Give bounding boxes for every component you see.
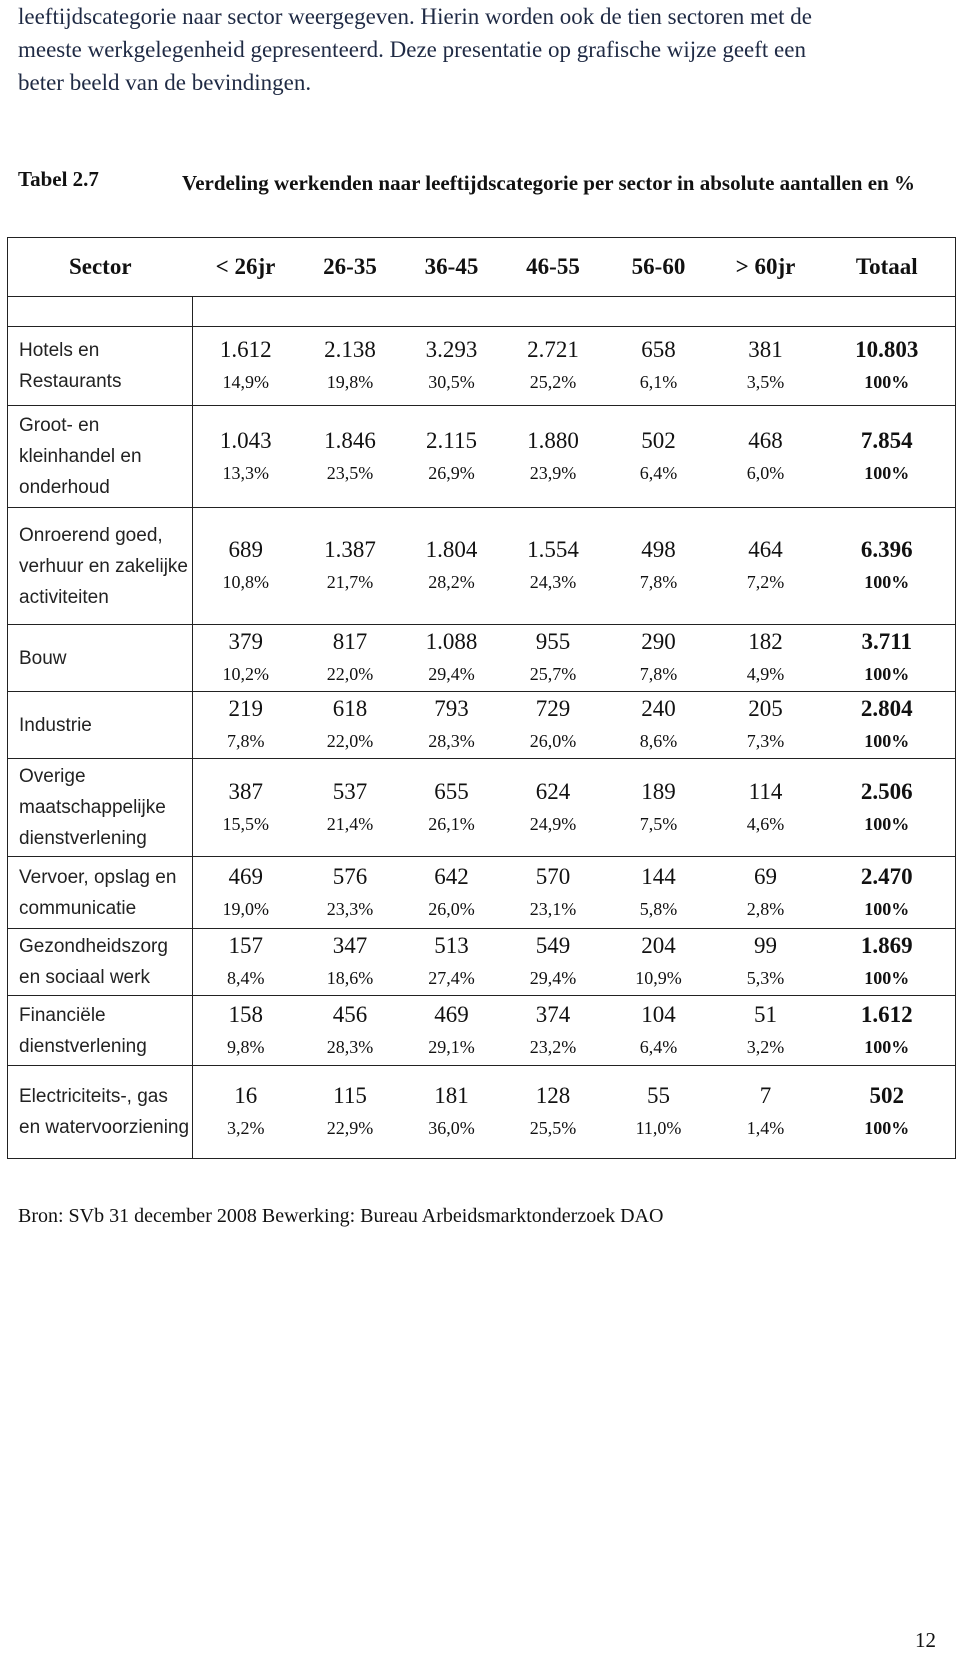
value-cell xyxy=(502,857,605,929)
absolute-count: 290 xyxy=(641,629,676,654)
value-cell xyxy=(299,406,402,508)
sector-name-cell: Financiële dienstverlening xyxy=(8,996,193,1066)
value-cell xyxy=(502,759,605,857)
total-count: 6.396 xyxy=(860,537,913,562)
value-cell xyxy=(502,406,605,508)
absolute-count: 381 xyxy=(748,337,783,362)
percentage: 23,3% xyxy=(326,898,374,919)
value-cell xyxy=(502,508,605,625)
header-cell: 46-55 xyxy=(502,238,605,297)
percentage: 21,4% xyxy=(326,813,374,834)
percentage: 26,0% xyxy=(428,898,475,919)
absolute-count: 240 xyxy=(641,696,676,721)
value-cell xyxy=(713,406,819,508)
absolute-count: 2.115 xyxy=(426,427,477,453)
value-cell xyxy=(605,625,713,692)
percentage: 23,9% xyxy=(529,462,577,483)
absolute-count: 955 xyxy=(535,629,571,654)
value-cell xyxy=(193,759,299,857)
total-count: 1.612 xyxy=(860,1001,913,1027)
percentage: 3,2% xyxy=(227,1118,265,1138)
percentage: 25,7% xyxy=(529,664,577,684)
header-cell: Sector xyxy=(8,238,193,297)
value-cell xyxy=(193,327,299,406)
percentage: 7,8% xyxy=(227,731,265,751)
total-percentage: 100% xyxy=(864,372,910,392)
total-percentage: 100% xyxy=(864,731,910,751)
absolute-count: 513 xyxy=(434,933,469,958)
value-cell xyxy=(502,1066,605,1159)
percentage: 11,0% xyxy=(635,1118,682,1138)
percentage: 30,5% xyxy=(428,372,475,392)
value-cell xyxy=(713,1066,819,1159)
absolute-count: 104 xyxy=(641,1001,676,1027)
header-cell: > 60jr xyxy=(713,238,819,297)
value-cell xyxy=(299,857,402,929)
absolute-count: 69 xyxy=(754,863,777,889)
total-count: 2.470 xyxy=(860,863,913,889)
percentage: 10,9% xyxy=(635,968,682,988)
absolute-count: 549 xyxy=(535,933,571,958)
absolute-count: 570 xyxy=(535,863,571,889)
absolute-count: 219 xyxy=(228,696,263,721)
percentage: 7,8% xyxy=(639,664,678,684)
percentage: 6,1% xyxy=(639,372,678,392)
absolute-count: 99 xyxy=(754,933,777,958)
absolute-count: 16 xyxy=(234,1083,258,1108)
total-count: 2.804 xyxy=(860,696,913,721)
value-cell xyxy=(713,929,819,996)
value-cell xyxy=(193,1066,299,1159)
value-cell xyxy=(193,508,299,625)
total-cell xyxy=(819,1066,956,1159)
total-count: 3.711 xyxy=(861,629,912,654)
value-cell xyxy=(713,625,819,692)
percentage: 6,0% xyxy=(746,462,785,483)
percentage: 6,4% xyxy=(639,462,678,483)
percentage: 9,8% xyxy=(227,1036,265,1057)
absolute-count: 1.612 xyxy=(219,337,272,362)
sector-name-cell: Electriciteits-, gas en watervoorziening xyxy=(8,1066,193,1159)
absolute-count: 158 xyxy=(228,1001,263,1027)
value-cell xyxy=(502,996,605,1066)
absolute-count: 379 xyxy=(228,629,263,654)
total-cell xyxy=(819,692,956,759)
absolute-count: 464 xyxy=(748,537,783,562)
value-cell xyxy=(605,1066,713,1159)
value-cell xyxy=(402,929,502,996)
table-row xyxy=(8,857,956,929)
percentage: 14,9% xyxy=(222,372,269,392)
absolute-count: 729 xyxy=(535,696,571,721)
total-count: 10.803 xyxy=(855,337,919,362)
percentage: 3,2% xyxy=(746,1036,785,1057)
value-cell xyxy=(713,996,819,1066)
absolute-count: 469 xyxy=(434,1001,469,1027)
total-percentage: 100% xyxy=(864,1036,910,1057)
absolute-count: 347 xyxy=(332,933,368,958)
percentage: 29,1% xyxy=(428,1036,475,1057)
absolute-count: 374 xyxy=(535,1001,571,1027)
percentage: 22,9% xyxy=(326,1118,374,1138)
absolute-count: 817 xyxy=(332,629,368,654)
value-cell xyxy=(299,508,402,625)
absolute-count: 115 xyxy=(333,1083,367,1108)
percentage: 26,0% xyxy=(529,731,577,751)
percentage: 25,2% xyxy=(529,372,577,392)
absolute-count: 498 xyxy=(641,537,676,562)
value-cell xyxy=(605,692,713,759)
percentage: 1,4% xyxy=(746,1118,785,1138)
percentage: 8,6% xyxy=(639,731,678,751)
percentage: 19,0% xyxy=(222,898,269,919)
table-row xyxy=(8,327,956,406)
percentage: 24,3% xyxy=(529,572,577,592)
table-row xyxy=(8,1066,956,1159)
total-percentage: 100% xyxy=(864,572,910,592)
absolute-count: 689 xyxy=(228,537,263,562)
percentage: 7,2% xyxy=(746,572,785,592)
absolute-count: 128 xyxy=(535,1083,571,1108)
percentage: 7,8% xyxy=(639,572,678,592)
table-row xyxy=(8,508,956,625)
percentage: 24,9% xyxy=(529,813,577,834)
table-row xyxy=(8,996,956,1066)
percentage: 28,3% xyxy=(326,1036,374,1057)
absolute-count: 793 xyxy=(434,696,469,721)
absolute-count: 502 xyxy=(641,427,676,453)
percentage: 8,4% xyxy=(227,968,265,988)
percentage: 26,1% xyxy=(428,813,475,834)
total-cell xyxy=(819,508,956,625)
percentage: 4,9% xyxy=(746,664,785,684)
intro-line: meeste werkgelegenheid gepresenteerd. Deze presentatie op grafische wijze geeft een xyxy=(18,37,806,62)
total-cell xyxy=(819,327,956,406)
table-caption-title: Verdeling werkenden naar leeftijdscategorie per sector in absolute aantallen en % xyxy=(182,171,915,195)
percentage: 29,4% xyxy=(529,968,577,988)
table-row xyxy=(8,692,956,759)
value-cell xyxy=(193,996,299,1066)
value-cell xyxy=(605,406,713,508)
total-count: 502 xyxy=(869,1083,904,1108)
absolute-count: 205 xyxy=(748,696,783,721)
value-cell xyxy=(502,929,605,996)
absolute-count: 469 xyxy=(228,863,263,889)
value-cell xyxy=(605,929,713,996)
percentage: 10,8% xyxy=(222,572,269,592)
header-cell: 56-60 xyxy=(605,238,713,297)
total-cell xyxy=(819,996,956,1066)
absolute-count: 182 xyxy=(748,629,783,654)
value-cell xyxy=(713,508,819,625)
total-percentage: 100% xyxy=(864,462,910,483)
percentage: 27,4% xyxy=(428,968,475,988)
absolute-count: 1.846 xyxy=(324,427,376,453)
percentage: 23,1% xyxy=(529,898,577,919)
absolute-count: 1.554 xyxy=(527,537,579,562)
value-cell xyxy=(502,327,605,406)
total-cell xyxy=(819,625,956,692)
total-cell xyxy=(819,406,956,508)
value-cell xyxy=(605,759,713,857)
absolute-count: 624 xyxy=(535,778,571,804)
header-cell: < 26jr xyxy=(193,238,299,297)
absolute-count: 51 xyxy=(754,1001,777,1027)
absolute-count: 1.043 xyxy=(219,427,272,453)
value-cell xyxy=(299,327,402,406)
table-caption-label: Tabel 2.7 xyxy=(18,167,99,191)
total-cell xyxy=(819,857,956,929)
value-cell xyxy=(193,406,299,508)
value-cell xyxy=(299,929,402,996)
sector-name-cell: Bouw xyxy=(8,625,193,692)
absolute-count: 658 xyxy=(641,337,676,362)
absolute-count: 1.088 xyxy=(425,629,478,654)
percentage: 5,8% xyxy=(639,898,678,919)
intro-line: beter beeld van de bevindingen. xyxy=(18,70,312,95)
absolute-count: 1.804 xyxy=(425,537,478,562)
percentage: 4,6% xyxy=(746,813,785,834)
percentage: 28,3% xyxy=(428,731,475,751)
age-distribution-table xyxy=(7,237,956,1159)
value-cell xyxy=(605,327,713,406)
absolute-count: 181 xyxy=(434,1083,469,1108)
table-row xyxy=(8,759,956,857)
sector-name-cell: Groot- en kleinhandel en onderhoud xyxy=(8,406,193,508)
absolute-count: 1.880 xyxy=(527,427,579,453)
page-number: 12 xyxy=(915,1628,936,1652)
value-cell xyxy=(402,327,502,406)
sector-name-cell: Industrie xyxy=(8,692,193,759)
percentage: 22,0% xyxy=(326,731,374,751)
total-percentage: 100% xyxy=(864,664,910,684)
header-spacer-row xyxy=(8,297,956,327)
table-row xyxy=(8,406,956,508)
percentage: 10,2% xyxy=(222,664,269,684)
absolute-count: 2.138 xyxy=(324,337,376,362)
sector-name-cell: Overige maatschappelijke dienstverlening xyxy=(8,759,193,857)
value-cell xyxy=(605,857,713,929)
value-cell xyxy=(299,996,402,1066)
value-cell xyxy=(193,692,299,759)
absolute-count: 576 xyxy=(332,863,368,889)
percentage: 36,0% xyxy=(428,1118,475,1138)
total-count: 7.854 xyxy=(860,427,913,453)
value-cell xyxy=(193,857,299,929)
percentage: 21,7% xyxy=(326,572,374,592)
header-cell: 26-35 xyxy=(299,238,402,297)
percentage: 23,2% xyxy=(529,1036,577,1057)
absolute-count: 2.721 xyxy=(527,337,579,362)
source-note: Bron: SVb 31 december 2008 Bewerking: Bureau Arbeidsmarktonderzoek DAO xyxy=(18,1205,664,1227)
value-cell xyxy=(713,759,819,857)
value-cell xyxy=(402,508,502,625)
percentage: 3,5% xyxy=(746,372,785,392)
absolute-count: 387 xyxy=(228,778,263,804)
value-cell xyxy=(402,692,502,759)
percentage: 2,8% xyxy=(746,898,785,919)
header-cell: Totaal xyxy=(819,238,956,297)
absolute-count: 144 xyxy=(641,863,676,889)
absolute-count: 3.293 xyxy=(425,337,478,362)
value-cell xyxy=(402,996,502,1066)
absolute-count: 537 xyxy=(332,778,368,804)
value-cell xyxy=(605,996,713,1066)
absolute-count: 456 xyxy=(332,1001,368,1027)
absolute-count: 1.387 xyxy=(324,537,376,562)
absolute-count: 7 xyxy=(759,1083,772,1108)
percentage: 26,9% xyxy=(428,462,475,483)
table-header-row xyxy=(8,238,956,297)
intro-line: leeftijdscategorie naar sector weergegeven. Hierin worden ook de tien sectoren met de xyxy=(18,4,813,29)
percentage: 5,3% xyxy=(746,968,785,988)
absolute-count: 157 xyxy=(228,933,263,958)
value-cell xyxy=(605,508,713,625)
percentage: 7,3% xyxy=(746,731,785,751)
value-cell xyxy=(402,759,502,857)
sector-name-cell: Hotels en Restaurants xyxy=(8,327,193,406)
percentage: 29,4% xyxy=(428,664,475,684)
absolute-count: 55 xyxy=(647,1083,670,1108)
value-cell xyxy=(402,625,502,692)
percentage: 19,8% xyxy=(326,372,374,392)
total-count: 2.506 xyxy=(860,778,913,804)
absolute-count: 114 xyxy=(748,778,783,804)
table-row xyxy=(8,625,956,692)
sector-name-cell: Onroerend goed, verhuur en zakelijke activiteiten xyxy=(8,508,193,625)
header-cell: 36-45 xyxy=(402,238,502,297)
total-percentage: 100% xyxy=(864,898,910,919)
total-cell xyxy=(819,759,956,857)
table-row xyxy=(8,929,956,996)
absolute-count: 642 xyxy=(434,863,469,889)
percentage: 13,3% xyxy=(222,462,269,483)
total-percentage: 100% xyxy=(864,968,910,988)
value-cell xyxy=(299,1066,402,1159)
value-cell xyxy=(299,692,402,759)
value-cell xyxy=(502,625,605,692)
absolute-count: 618 xyxy=(332,696,368,721)
value-cell xyxy=(402,1066,502,1159)
value-cell xyxy=(713,327,819,406)
value-cell xyxy=(299,759,402,857)
value-cell xyxy=(402,406,502,508)
total-count: 1.869 xyxy=(860,933,913,958)
percentage: 18,6% xyxy=(326,968,374,988)
value-cell xyxy=(193,929,299,996)
percentage: 23,5% xyxy=(326,462,374,483)
value-cell xyxy=(299,625,402,692)
percentage: 28,2% xyxy=(428,572,475,592)
total-cell xyxy=(819,929,956,996)
value-cell xyxy=(713,857,819,929)
percentage: 6,4% xyxy=(639,1036,678,1057)
total-percentage: 100% xyxy=(864,1118,910,1138)
percentage: 15,5% xyxy=(222,813,269,834)
value-cell xyxy=(402,857,502,929)
sector-name-cell: Gezondheidszorg en sociaal werk xyxy=(8,929,193,996)
percentage: 22,0% xyxy=(326,664,374,684)
value-cell xyxy=(193,625,299,692)
percentage: 7,5% xyxy=(639,813,678,834)
value-cell xyxy=(713,692,819,759)
value-cell xyxy=(502,692,605,759)
intro-paragraph xyxy=(18,0,948,99)
absolute-count: 468 xyxy=(748,427,783,453)
absolute-count: 204 xyxy=(641,933,676,958)
absolute-count: 655 xyxy=(434,778,469,804)
absolute-count: 189 xyxy=(641,778,676,804)
sector-name-cell: Vervoer, opslag en communicatie xyxy=(8,857,193,929)
total-percentage: 100% xyxy=(864,813,910,834)
percentage: 25,5% xyxy=(529,1118,577,1138)
